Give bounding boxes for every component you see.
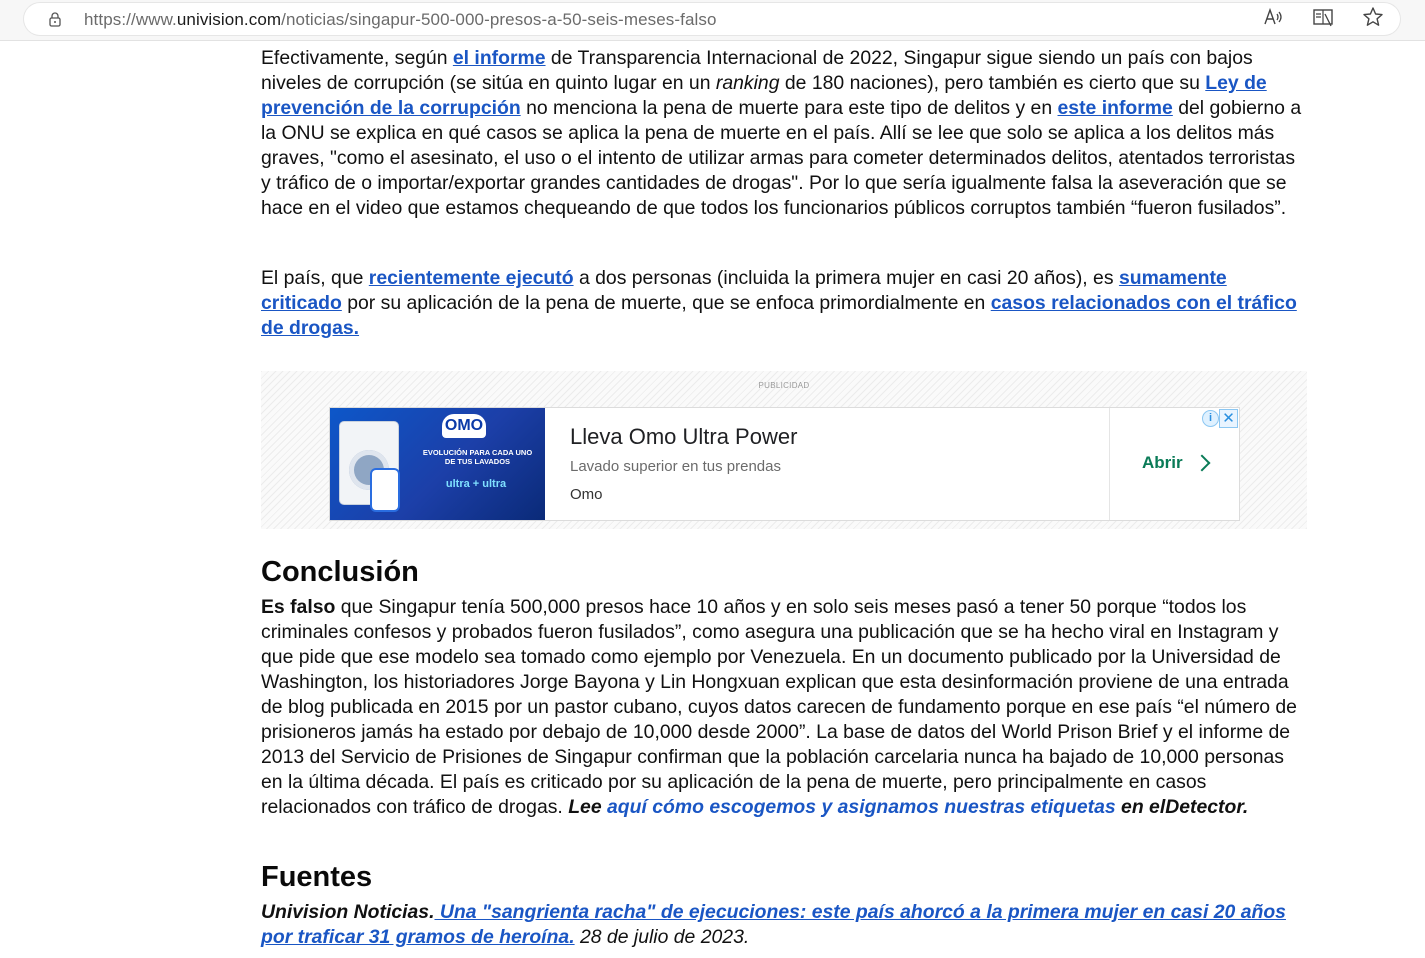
address-bar[interactable] <box>24 3 1400 35</box>
link-este-informe[interactable]: este informe <box>1057 97 1173 119</box>
read-aloud-icon[interactable] <box>1262 6 1284 28</box>
link-el-informe[interactable]: el informe <box>452 47 546 69</box>
text: de 180 naciones), pero también es cierto que su <box>779 72 1206 94</box>
url-host: univision.com <box>176 10 282 29</box>
ad-image-ultra: ultra + ultra <box>445 478 507 490</box>
link-sumamente-criticado[interactable]: sumamente criticado <box>261 267 1227 314</box>
text-lee: Lee <box>568 796 608 818</box>
link-ley-prevencion[interactable]: Ley de prevención de la corrupción <box>261 72 1267 119</box>
detergent-bottle-image <box>372 470 398 510</box>
ad-open-button[interactable]: Abrir <box>1142 453 1183 472</box>
text: Efectivamente, según <box>261 47 453 69</box>
chevron-right-icon[interactable] <box>1194 455 1211 472</box>
ad-info-icon[interactable]: i <box>1202 410 1219 427</box>
ad-brand: Omo <box>570 486 603 503</box>
ad-image[interactable] <box>330 408 545 520</box>
heading-fuentes: Fuentes <box>261 861 373 893</box>
paragraph-source <box>261 900 1309 950</box>
favorite-star-icon[interactable] <box>1362 6 1384 28</box>
text: a dos personas (incluida la primera mujer en casi 20 años), es <box>573 267 1119 289</box>
text: de Transparencia Internacional de 2022, Singapur sigue siendo un país con bajos niveles de corrupción (se sitúa en quinto lugar en un <box>261 47 1253 94</box>
text-ranking: ranking <box>715 72 780 94</box>
ad-title[interactable]: Lleva Omo Ultra Power <box>570 424 798 449</box>
source-date: 28 de julio de 2023. <box>574 926 750 948</box>
ad-image-tagline: EVOLUCIÓN PARA CADA UNO DE TUS LAVADOS <box>422 448 533 466</box>
text: por su aplicación de la pena de muerte, que se enfoca primordialmente en <box>341 292 991 314</box>
ad-close-icon[interactable]: ✕ <box>1219 409 1238 428</box>
paragraph-conclusion <box>261 595 1309 820</box>
lock-icon[interactable] <box>47 11 63 27</box>
text: no menciona la pena de muerte para este tipo de delitos y en <box>520 97 1058 119</box>
browser-toolbar <box>0 0 1425 41</box>
link-casos-trafico-drogas[interactable]: casos relacionados con el tráfico de drogas. <box>261 292 1297 339</box>
ad-description: Lavado superior en tus prendas <box>570 458 781 475</box>
text-es-falso: Es falso <box>261 596 336 618</box>
omo-logo: OMO <box>442 414 486 438</box>
url-path: /noticias/singapur-500-000-presos-a-50-seis-meses-falso <box>281 10 717 29</box>
link-recientemente-ejecuto[interactable]: recientemente ejecutó <box>368 267 574 289</box>
ad-label: PUBLICIDAD <box>758 381 810 390</box>
paragraph-transparency <box>261 46 1309 221</box>
source-name: Univision Noticias. <box>261 901 435 923</box>
text-en-eldetector: en elDetector. <box>1115 796 1249 818</box>
ad-banner[interactable] <box>329 407 1240 521</box>
ad-divider <box>1109 408 1110 520</box>
text: del gobierno a la ONU se explica en qué casos se aplica la pena de muerte en el país. Allí se lee que solo se aplica a los delitos más graves, "como el asesinato, el uso o el intento de utilizar armas para cometer determinados delitos, atentados terroristas y tráfico de o importar/exportar grandes cantidades de drogas". Por lo que sería igualmente falsa la aseveración que se hace en el video que estamos chequeando de que todos los funcionarios públicos corruptos también “fueron fusilados”. <box>261 97 1302 219</box>
text: que Singapur tenía 500,000 presos hace 10 años y en solo seis meses pasó a tener 50 porque “todos los criminales confesos y probados fueron fusilados”, como asegura una publicación que se ha hecho viral en Instagram y que pide que ese modelo sea tomado como ejemplo por Venezuela. En un documento publicado por la Universidad de Washington, los historiadores Jorge Bayona y Lin Hongxuan explican que esta desinformación proviene de una entrada de blog publicada en 2015 por un pastor cubano, cuyos datos carecen de fundamento porque en ese país “el número de prisioneros jamás ha estado por debajo de 10,000 desde 2000”. La base de datos del World Prison Brief y el informe de 2013 del Servicio de Prisiones de Singapur confirman que la población carcelaria nunca ha bajado de 10,000 personas en la última década. El país es criticado por su aplicación de la pena de muerte, pero principalmente en casos relacionados con tráfico de drogas. <box>261 596 1297 818</box>
paragraph-executions <box>261 266 1309 341</box>
link-etiquetas[interactable]: aquí cómo escogemos y asignamos nuestras etiquetas <box>607 796 1116 818</box>
link-source-article[interactable]: Una "sangrienta racha" de ejecuciones: este país ahorcó a la primera mujer en casi 20 años por traficar 31 gramos de heroína. <box>261 901 1286 948</box>
ad-container <box>261 371 1307 529</box>
text: El país, que <box>261 267 369 289</box>
url-prefix: https://www. <box>84 10 177 29</box>
reader-view-icon[interactable] <box>1312 6 1334 28</box>
heading-conclusion: Conclusión <box>261 556 419 588</box>
url-text[interactable] <box>84 10 717 30</box>
